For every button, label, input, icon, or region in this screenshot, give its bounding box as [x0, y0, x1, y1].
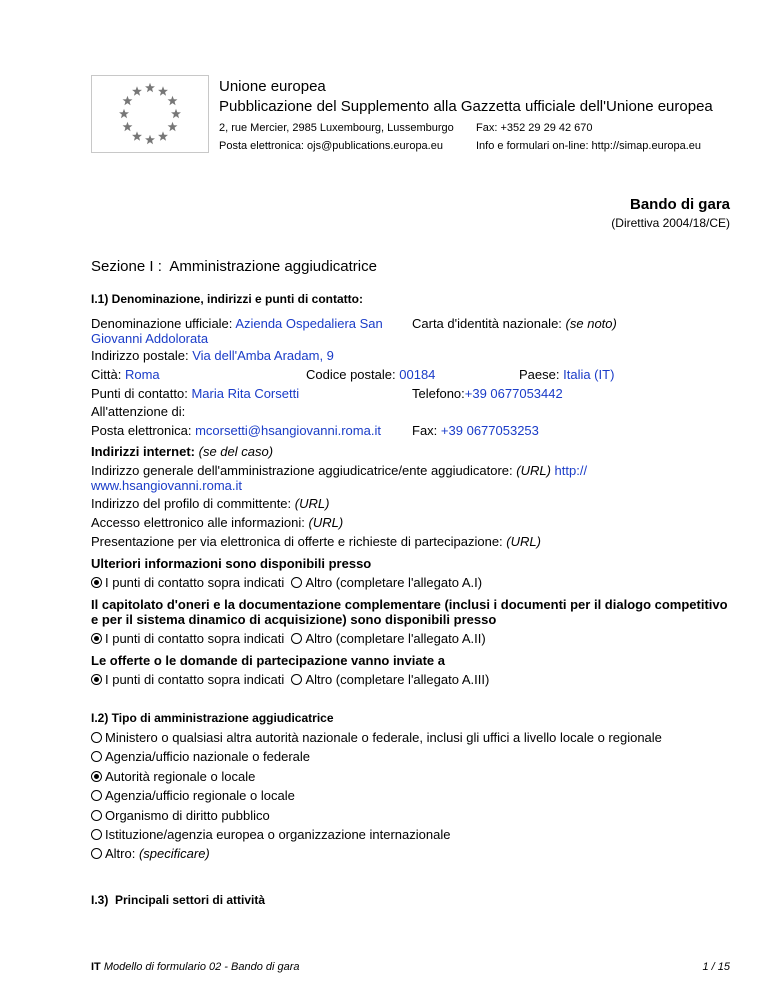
ulteriori-options	[91, 575, 482, 591]
telefono-label: Telefono:	[412, 386, 465, 401]
denominazione-label: Denominazione ufficiale:	[91, 316, 233, 331]
i2-option-5	[91, 808, 270, 824]
punti-value: Maria Rita Corsetti	[191, 386, 300, 401]
telefono-value: +39 0677053442	[464, 386, 563, 401]
citta-value: Roma	[124, 367, 160, 382]
ulteriori-radio-1[interactable]	[91, 577, 102, 588]
footer-lang: IT	[91, 961, 101, 973]
indirizzo-generale-row	[91, 463, 587, 479]
posta-row	[91, 423, 381, 439]
header-org: Unione europea	[219, 78, 326, 95]
accesso-label: Accesso elettronico alle informazioni:	[91, 515, 305, 530]
url-note: (URL)	[516, 463, 551, 478]
citta-row	[91, 367, 160, 383]
accesso-row	[91, 515, 343, 531]
ulteriori-heading: Ulteriori informazioni sono disponibili presso	[91, 556, 372, 571]
i2-option-label-7: Altro:	[105, 846, 136, 861]
carta-label: Carta d'identità nazionale:	[412, 316, 562, 331]
capitolato-opt2: Altro (completare l'allegato A.II)	[305, 631, 486, 646]
offerte-opt1: I punti di contatto sopra indicati	[105, 672, 285, 687]
i2-radio-1[interactable]	[91, 732, 102, 743]
presentazione-url-note: (URL)	[506, 534, 541, 549]
i2-option-label-1: Ministero o qualsiasi altra autorità nazionale o federale, inclusi gli uffici a livello locale o regionale	[105, 730, 662, 745]
capitolato-heading-line1: Il capitolato d'oneri e la documentazione complementare (inclusi i documenti per il dialogo competitivo	[91, 597, 728, 612]
i2-altro-note: (specificare)	[138, 846, 210, 861]
i2-option-3	[91, 769, 255, 785]
profilo-row	[91, 496, 329, 512]
paese-value: Italia (IT)	[563, 367, 615, 382]
header-address: 2, rue Mercier, 2985 Luxembourg, Lussemburgo	[219, 122, 454, 134]
denominazione-row	[91, 316, 383, 332]
indirizzo-generale-link-line2[interactable]: www.hsangiovanni.roma.it	[91, 478, 243, 493]
fax-label: Fax:	[412, 423, 438, 438]
eu-star-icon	[123, 122, 133, 131]
i2-heading: I.2) Tipo di amministrazione aggiudicatrice	[91, 711, 334, 725]
carta-row	[412, 316, 617, 332]
ulteriori-radio-2[interactable]	[291, 577, 302, 588]
footer-model: Modello di formulario 02 - Bando di gara	[103, 961, 300, 973]
capitolato-options	[91, 631, 486, 647]
punti-row	[91, 386, 299, 402]
indirizzo-generale-link[interactable]: http://	[554, 463, 588, 478]
fax-value: +39 0677053253	[440, 423, 539, 438]
doc-title: Bando di gara	[629, 196, 730, 213]
i2-radio-4[interactable]	[91, 790, 102, 801]
accesso-url-note: (URL)	[308, 515, 344, 530]
footer-page: 1 / 15	[702, 961, 730, 973]
eu-star-icon	[145, 135, 155, 144]
profilo-label: Indirizzo del profilo di committente:	[91, 496, 292, 511]
i2-option-6	[91, 827, 450, 843]
i2-option-4	[91, 788, 295, 804]
denominazione-value-line2: Giovanni Addolorata	[91, 331, 209, 346]
header-info: Info e formulari on-line: http://simap.europa.eu	[476, 140, 702, 152]
indirizzo-label: Indirizzo postale:	[91, 348, 189, 363]
telefono-row	[412, 386, 563, 402]
posta-label: Posta elettronica:	[91, 423, 192, 438]
fax-row	[412, 423, 539, 439]
capitolato-radio-2[interactable]	[291, 633, 302, 644]
internet-row	[91, 444, 273, 460]
capitolato-opt1: I punti di contatto sopra indicati	[105, 631, 285, 646]
i2-radio-5[interactable]	[91, 810, 102, 821]
ulteriori-opt2: Altro (completare l'allegato A.I)	[305, 575, 483, 590]
ulteriori-opt1: I punti di contatto sopra indicati	[105, 575, 285, 590]
eu-star-icon	[132, 131, 142, 140]
cap-label: Codice postale:	[306, 367, 396, 382]
offerte-radio-2[interactable]	[291, 674, 302, 685]
i2-radio-6[interactable]	[91, 829, 102, 840]
paese-label: Paese:	[519, 367, 560, 382]
offerte-opt2: Altro (completare l'allegato A.III)	[305, 672, 490, 687]
profilo-url-note: (URL)	[294, 496, 330, 511]
indirizzo-row	[91, 348, 334, 364]
eu-star-icon	[158, 131, 168, 140]
eu-star-icon	[119, 109, 129, 118]
eu-star-icon	[123, 96, 133, 105]
eu-star-icon	[132, 86, 142, 95]
cap-value: 00184	[399, 367, 436, 382]
eu-star-icon	[145, 83, 155, 92]
i2-option-label-6: Istituzione/agenzia europea o organizzazione internazionale	[105, 827, 451, 842]
attenzione-label: All'attenzione di:	[91, 404, 186, 419]
i2-option-1	[91, 730, 662, 746]
posta-value: mcorsetti@hsangiovanni.roma.it	[195, 423, 381, 438]
internet-note: (se del caso)	[198, 444, 274, 459]
i2-option-label-3: Autorità regionale o locale	[105, 769, 256, 784]
eu-stars-icon	[92, 76, 208, 152]
capitolato-radio-1[interactable]	[91, 633, 102, 644]
indirizzo-generale-label: Indirizzo generale dell'amministrazione aggiudicatrice/ente aggiudicatore:	[91, 463, 513, 478]
i2-option-7	[91, 846, 210, 862]
eu-star-icon	[171, 109, 181, 118]
footer-left	[91, 960, 300, 974]
section-heading: Sezione I : Amministrazione aggiudicatrice	[91, 258, 377, 275]
i3-heading: I.3) Principali settori di attività	[91, 893, 266, 907]
internet-label: Indirizzi internet:	[91, 444, 195, 459]
carta-note: (se noto)	[565, 316, 617, 331]
presentazione-row	[91, 534, 541, 550]
capitolato-heading-line2: e per il sistema dinamico di acquisizione) sono disponibili presso	[91, 612, 497, 627]
citta-label: Città:	[91, 367, 122, 382]
i2-option-label-5: Organismo di diritto pubblico	[105, 808, 270, 823]
header-publication: Pubblicazione del Supplemento alla Gazzetta ufficiale dell'Unione europea	[219, 98, 713, 115]
eu-star-icon	[168, 122, 178, 131]
i2-radio-3[interactable]	[91, 771, 102, 782]
eu-star-icon	[158, 86, 168, 95]
offerte-options	[91, 672, 489, 688]
i2-option-2	[91, 749, 310, 765]
i2-option-label-2: Agenzia/ufficio nazionale o federale	[105, 749, 311, 764]
offerte-radio-1[interactable]	[91, 674, 102, 685]
indirizzo-value: Via dell'Amba Aradam, 9	[192, 348, 334, 363]
cap-row	[306, 367, 435, 383]
denominazione-value: Azienda Ospedaliera San	[235, 316, 383, 331]
doc-subtitle: (Direttiva 2004/18/CE)	[611, 216, 730, 230]
punti-label: Punti di contatto:	[91, 386, 188, 401]
i1-heading: I.1) Denominazione, indirizzi e punti di contatto:	[91, 292, 363, 306]
i2-radio-7[interactable]	[91, 848, 102, 859]
i2-option-label-4: Agenzia/ufficio regionale o locale	[105, 788, 295, 803]
header-email: Posta elettronica: ojs@publications.europa.eu	[219, 140, 443, 152]
i2-radio-2[interactable]	[91, 751, 102, 762]
presentazione-label: Presentazione per via elettronica di offerte e richieste di partecipazione:	[91, 534, 503, 549]
eu-star-icon	[168, 96, 178, 105]
offerte-heading: Le offerte o le domande di partecipazione vanno inviate a	[91, 653, 445, 668]
eu-flag-logo	[91, 75, 209, 153]
header-fax: Fax: +352 29 29 42 670	[476, 122, 593, 134]
paese-row	[519, 367, 614, 383]
